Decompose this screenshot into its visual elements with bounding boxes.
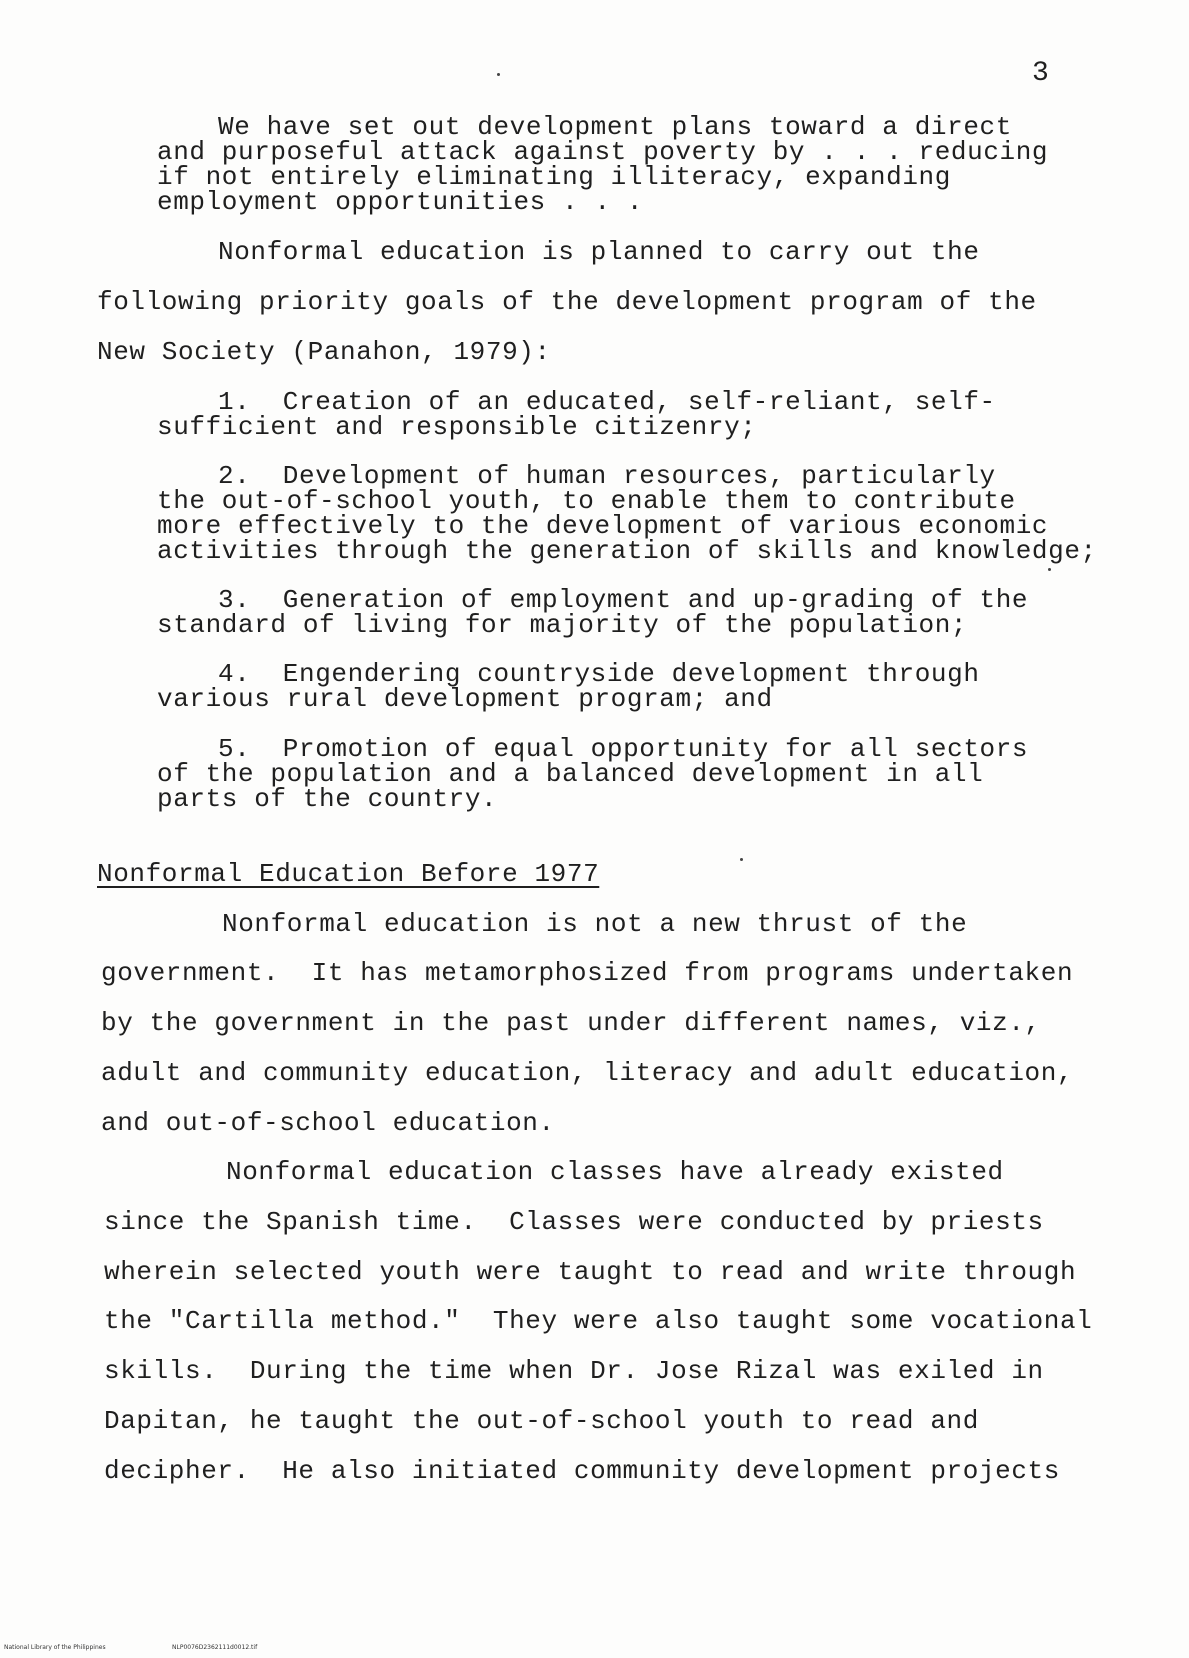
paragraph-line: the "Cartilla method." They were also taught some vocational (104, 1306, 1093, 1336)
goal-line: 1. Creation of an educated, self-reliant, self- (218, 387, 996, 417)
scan-speck (740, 858, 743, 861)
quote-line: employment opportunities . . . (157, 187, 644, 217)
paragraph-line: government. It has metamorphosized from programs undertaken (101, 958, 1074, 988)
goal-line: of the population and a balanced development in all (157, 759, 984, 789)
paragraph-line: since the Spanish time. Classes were conducted by priests (104, 1207, 1044, 1237)
paragraph-line: Nonformal education is not a new thrust of the (222, 909, 968, 939)
goal-line: standard of living for majority of the population; (157, 610, 968, 640)
paragraph-line: by the government in the past under different names, viz., (101, 1008, 1041, 1038)
paragraph-line: New Society (Panahon, 1979): (97, 337, 551, 367)
paragraph-line: and out-of-school education. (101, 1108, 555, 1138)
scan-speck (1048, 568, 1051, 571)
goal-line: 5. Promotion of equal opportunity for all sectors (218, 734, 1029, 764)
goal-line: activities through the generation of skills and knowledge; (157, 536, 1097, 566)
quote-line: if not entirely eliminating illiteracy, expanding (157, 162, 951, 192)
paragraph-line: Dapitan, he taught the out-of-school youth to read and (104, 1406, 979, 1436)
paragraph-line: skills. During the time when Dr. Jose Rizal was exiled in (104, 1356, 1044, 1386)
paragraph-line: decipher. He also initiated community development projects (104, 1456, 1060, 1486)
paragraph-line: wherein selected youth were taught to read and write through (104, 1257, 1077, 1287)
paragraph-line: Nonformal education is planned to carry out the (218, 237, 980, 267)
paragraph-line: Nonformal education classes have already existed (226, 1157, 1004, 1187)
goal-line: the out-of-school youth, to enable them to contribute (157, 486, 1016, 516)
footer-file-id: NLP0076D2362111d0012.tif (172, 1644, 258, 1651)
scan-speck (497, 73, 500, 76)
goal-line: sufficient and responsible citizenry; (157, 412, 757, 442)
goal-line: more effectively to the development of various economic (157, 511, 1049, 541)
quote-line: We have set out development plans toward a direct (218, 112, 1012, 142)
goal-line: various rural development program; and (157, 684, 773, 714)
goal-line: 3. Generation of employment and up-grading of the (218, 585, 1029, 615)
footer-library: National Library of the Philippines (4, 1644, 106, 1651)
paragraph-line: adult and community education, literacy and adult education, (101, 1058, 1074, 1088)
goal-line: parts of the country. (157, 784, 498, 814)
goal-line: 4. Engendering countryside development through (218, 659, 980, 689)
section-heading: Nonformal Education Before 1977 (97, 859, 600, 889)
quote-line: and purposeful attack against poverty by . . . reducing (157, 137, 1049, 167)
goal-line: 2. Development of human resources, particularly (218, 461, 996, 491)
page-number: 3 (1032, 58, 1050, 89)
paragraph-line: following priority goals of the development program of the (97, 287, 1037, 317)
